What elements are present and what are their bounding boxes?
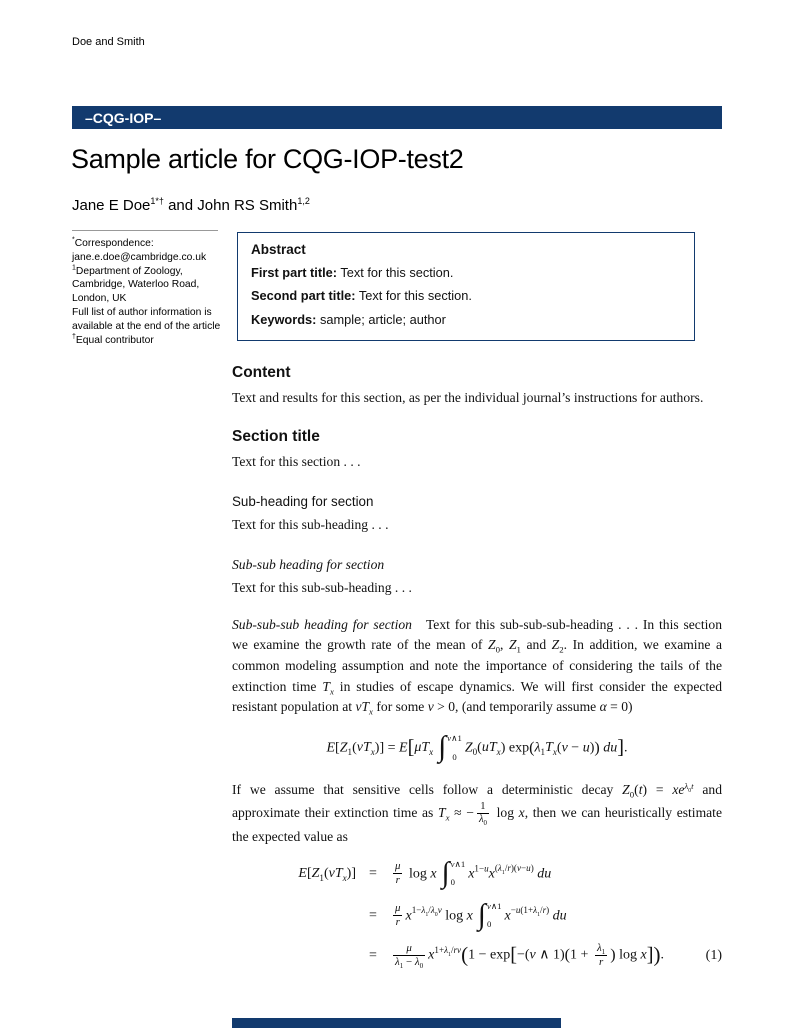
equation-row-1 (232, 858, 722, 890)
abstract-keywords (251, 311, 681, 328)
estimate-paragraph: If we assume that sensitive cells follow a deterministic decay $Z_0(t) = xe^{\lambda_0t}$ and approximate their extinction time as $T_x$ ≈ − $\frac{1}{\lambda_0}$ log x, then we can heuristically estimate the expected value as (232, 780, 722, 844)
subsubsection-heading: Sub-sub heading for section (232, 557, 385, 573)
author-info-note-2: available at the end of the article (72, 320, 221, 332)
equation-row-3 (232, 942, 722, 969)
abstract-keywords-text: sample; article; author (316, 311, 446, 327)
abstract-second-part-text: Text for this section. (355, 288, 472, 304)
abstract-first-part (251, 264, 681, 281)
abstract-first-part-text: Text for this section. (337, 265, 454, 280)
correspondence-label: *Correspondence: (72, 236, 154, 249)
abstract-heading: Abstract (251, 242, 306, 257)
equals-sign-2: = (369, 908, 377, 924)
abstract-second-part (251, 287, 681, 304)
section-heading-content: Content (232, 364, 291, 381)
abstract-first-part-label: First part title: (251, 265, 338, 280)
equal-contributor-note: †Equal contributor (72, 333, 154, 346)
equals-sign-1: = (369, 866, 377, 882)
equation-lhs-1: $E[Z_1(vT_x)]$ (298, 866, 356, 883)
affiliation-line-1: $^1$Department of Zoology, (72, 264, 183, 277)
section-heading-title: Section title (232, 428, 320, 446)
abstract-box (237, 232, 695, 341)
section-paragraph: Text for this section . . . (232, 453, 361, 469)
equation-rhs-1: $\frac{\mu}{r}$ log x ∫ v∧1 0 $x^{1-u}x^{(\lambda_1/r)(v-u)}$ du (395, 856, 552, 889)
equation-rhs-2: $\frac{\mu}{r}$ $x^{1-\lambda_1/\lambda_0v}$ log x ∫ v∧1 0 $x^{-u(1+\lambda_1/r)}$ du (395, 899, 567, 932)
article-title: Sample article for CQG-IOP-test2 (71, 144, 464, 174)
authors-line: Jane E Doe$^{1*\dagger}$ and John RS Smith$^{1,2}$ (72, 196, 310, 214)
running-head: Doe and Smith (72, 36, 145, 48)
subsubsub-paragraph-text: Text for this sub-sub-sub-heading . . . In this section we examine the growth rate of the mean of $Z_0$, $Z_1$ and $Z_2$. In addition, we examine a common modeling assumption and note the importance of considering the tails of the extinction time $T_x$ in studies of escape dynamics. We will first consider the expected resistant population at $vT_x$ for some v > 0, (and temporarily assume α = 0) (232, 616, 722, 718)
next-page-banner (232, 1018, 561, 1028)
display-equation: $E[Z_1(vT_x)] = E[\mu T_x$ ∫ v∧1 0 $Z_0(uT_x) \exp(\lambda_1T_x(v - u))$ du]. (326, 731, 628, 764)
subsubsection-paragraph: Text for this sub-sub-heading . . . (232, 580, 412, 596)
sidebar-divider (72, 230, 218, 231)
author-info-note-1: Full list of author information is (72, 306, 212, 318)
author-info-sidebar (72, 237, 226, 347)
content-paragraph: Text and results for this section, as per the individual journal’s instructions for authors. (232, 389, 704, 405)
affiliation-line-3: London, UK (72, 293, 127, 305)
journal-banner-label: –CQG-IOP– (85, 109, 162, 126)
affiliation-line-2: Cambridge, Waterloo Road, (72, 279, 200, 291)
subsubsubsection-heading: Sub-sub-sub heading for section (232, 616, 412, 632)
abstract-second-part-label: Second part title: (251, 288, 356, 304)
journal-banner (72, 106, 722, 129)
subsection-paragraph: Text for this sub-heading . . . (232, 516, 389, 532)
correspondence-email: jane.e.doe@cambridge.co.uk (72, 251, 207, 263)
equation-number-3: (1) (705, 947, 722, 963)
equation-rhs-3: $\frac{\mu}{\lambda_1 - \lambda_0}$ $x^{1+\lambda_1/rv}(1 - \exp[-(v$ ∧ 1)(1 + $\frac{\lambda_1}{r}$ ) log x]). (395, 941, 664, 970)
abstract-keywords-label: Keywords: (251, 311, 317, 327)
article-body (232, 361, 722, 979)
equals-sign-3: = (369, 947, 377, 963)
aligned-equations (232, 858, 722, 969)
equation-row-2 (232, 900, 722, 932)
subsubsub-paragraph (232, 615, 722, 718)
subsection-heading: Sub-heading for section (232, 494, 374, 510)
